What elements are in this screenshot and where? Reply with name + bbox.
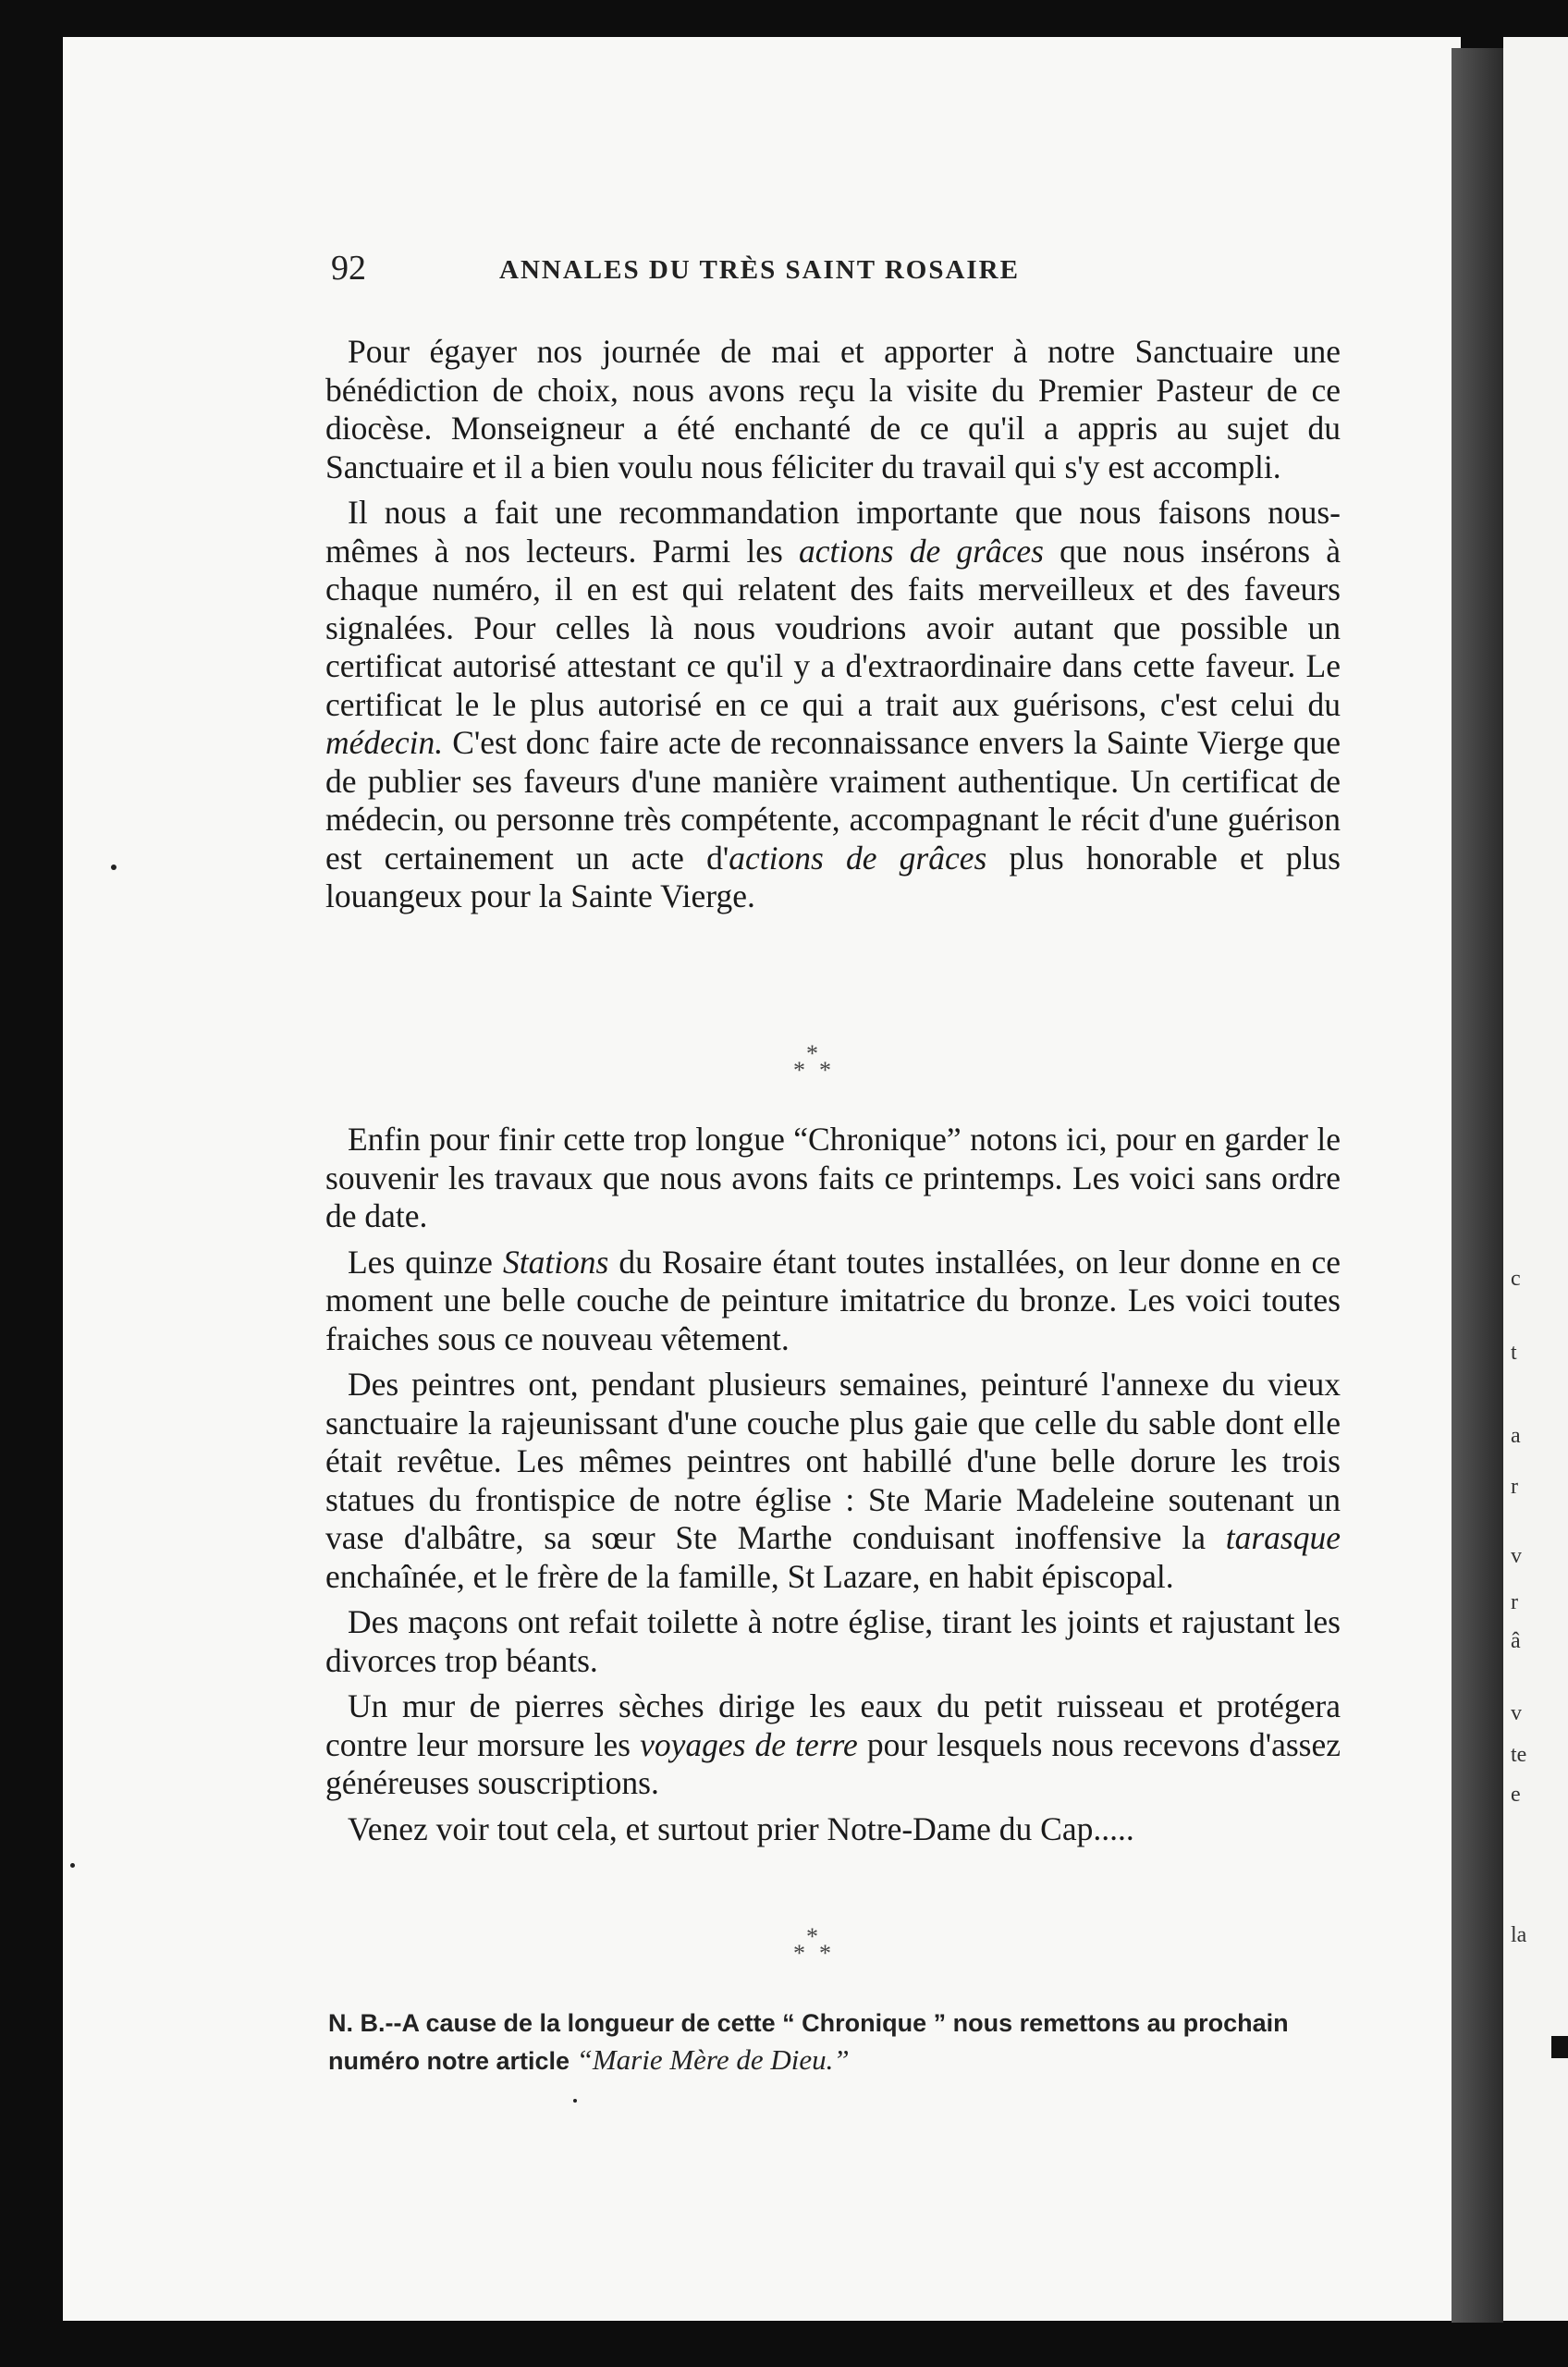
facing-page-fragment: r	[1511, 1590, 1518, 1614]
paragraph: Des peintres ont, pendant plusieurs semaines, peinturé l'annexe du vieux sanctuaire la rajeunissant d'une couche plus gaie que celle du sable dont elle était revêtue. Les mêmes peintres ont habillé d'une belle dorure les trois statues du frontispice de notre église : Ste Marie Madeleine soutenant un vase d'albâtre, sa sœur Ste Marthe conduisant inoffensive la tarasque enchaînée, et le frère de la famille, St Lazare, en habit épiscopal.	[325, 1366, 1341, 1595]
paragraph: Des maçons ont refait toilette à notre église, tirant les joints et rajustant les divorces trop béants.	[325, 1603, 1341, 1679]
paragraph: Un mur de pierres sèches dirige les eaux du petit ruisseau et protégera contre leur morsure les voyages de terre pour lesquels nous recevons d'assez généreuses souscriptions.	[325, 1687, 1341, 1801]
facing-page-edge	[1503, 37, 1568, 2321]
facing-page-fragment: v	[1511, 1701, 1522, 1725]
paragraph: Les quinze Stations du Rosaire étant toutes installées, on leur donne en ce moment une belle couche de peinture imitatrice du bronze. Les voici toutes fraiches sous ce nouveau vêtement.	[325, 1243, 1341, 1357]
asterism-divider: * * *	[793, 1040, 831, 1084]
running-header	[268, 248, 1322, 294]
running-title: ANNALES DU TRÈS SAINT ROSAIRE	[499, 255, 1020, 285]
paragraph: Il nous a fait une recommandation importante que nous faisons nous-mêmes à nos lecteurs. Parmi les actions de grâces que nous insérons à chaque numéro, il en est qui relatent des faits merveilleux et des faveurs signalées. Pour celles là nous voudrions avoir autant que possible un certificat autorisé attestant ce qu'il y a d'extraordinaire dans cette faveur. Le certificat le le plus autorisé en ce qui a trait aux guérisons, c'est celui du médecin. C'est donc faire acte de reconnaissance envers la Sainte Vierge que de publier ses faveurs d'une manière vraiment authentique. Un certificat de médecin, ou personne très compétente, accompagnant le récit d'une guérison est certainement un acte d'actions de grâces plus honorable et plus louangeux pour la Sainte Vierge.	[325, 494, 1341, 914]
print-speck	[70, 1863, 75, 1868]
note-article-title: “Marie Mère de Dieu.”	[576, 2043, 850, 2076]
facing-page-fragment: t	[1511, 1341, 1517, 1365]
asterism-divider: * * *	[793, 1923, 831, 1967]
facing-page-fragment: a	[1511, 1424, 1521, 1448]
facing-page-fragment: e	[1511, 1783, 1521, 1807]
paragraph: Venez voir tout cela, et surtout prier Notre-Dame du Cap.....	[348, 1809, 1134, 1847]
page-number: 92	[331, 249, 366, 288]
facing-page-fragment: r	[1511, 1475, 1518, 1499]
article-body	[325, 333, 1341, 924]
paragraph: Enfin pour finir cette trop longue “Chronique” notons ici, pour en garder le souvenir les travaux que nous avons faits ce printemps. Les voici sans ordre de date.	[325, 1121, 1341, 1234]
book-spine	[1452, 48, 1503, 2323]
editor-note: N. B.--A cause de la longueur de cette “ Chronique ” nous remettons au prochain numéro notre article “Marie Mère de Dieu.”	[328, 2009, 1289, 2076]
print-speck	[111, 865, 116, 870]
facing-page-fragment: â	[1511, 1629, 1521, 1653]
facing-page-fragment: c	[1511, 1267, 1521, 1291]
facing-page-fragment: te	[1511, 1743, 1527, 1767]
article-body-continued	[325, 1121, 1341, 1856]
facing-page-fragment: la	[1511, 1923, 1527, 1947]
paragraph: Pour égayer nos journée de mai et apporter à notre Sanctuaire une bénédiction de choix, nous avons reçu la visite du Premier Pasteur de ce diocèse. Monseigneur a été enchanté de ce qu'il a appris au sujet du Sanctuaire et il a bien voulu nous féliciter du travail qui s'y est accompli.	[325, 333, 1341, 485]
print-speck	[573, 2099, 577, 2103]
facing-page-ink-mark	[1551, 2036, 1568, 2058]
facing-page-fragment: v	[1511, 1544, 1522, 1568]
